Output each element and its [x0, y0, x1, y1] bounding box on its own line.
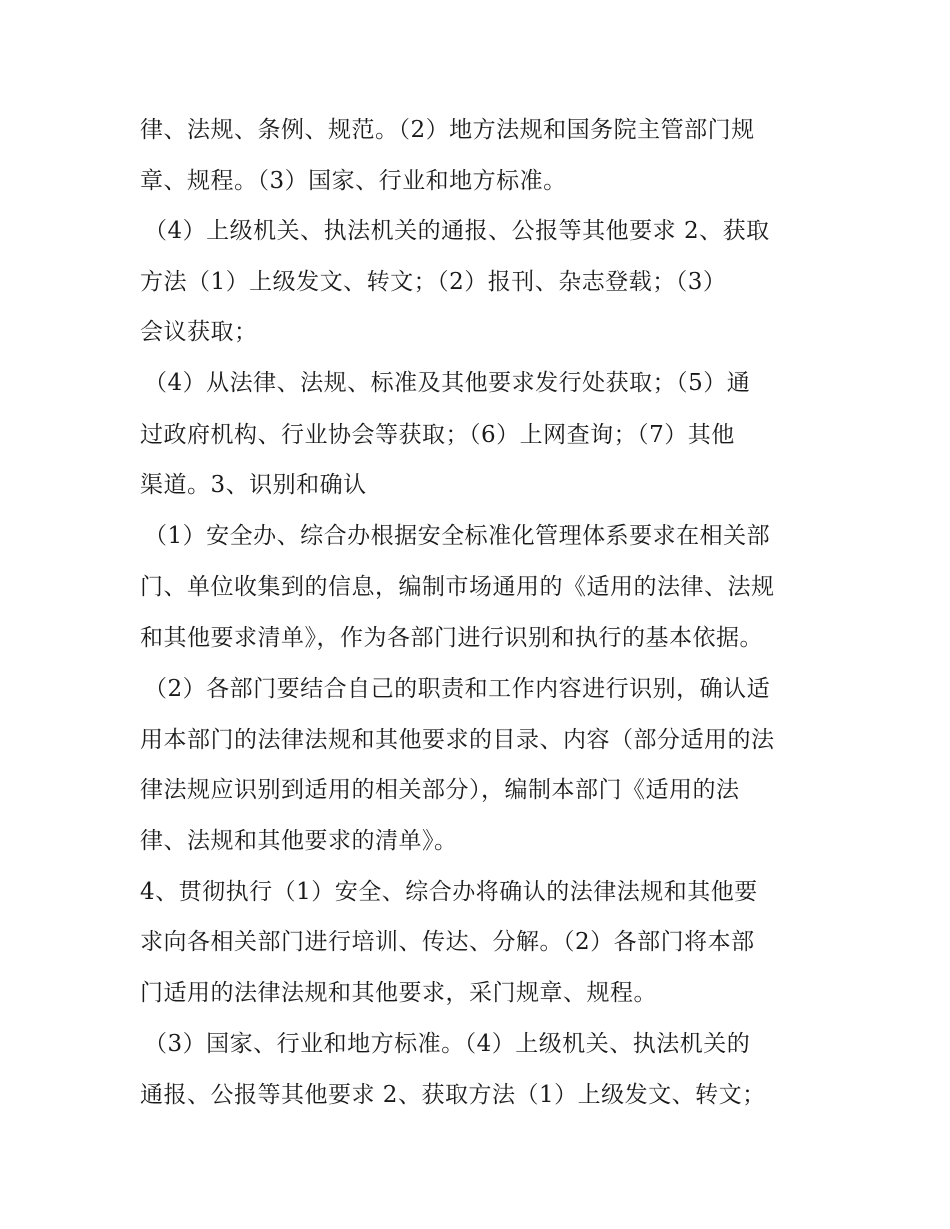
- text-line: 方法（1）上级发文、转文；（2）报刊、杂志登载；（3）: [140, 269, 727, 295]
- text-line: （4）从法律、法规、标准及其他要求发行处获取；（5）通: [144, 370, 751, 396]
- text-line: 和其他要求清单》，作为各部门进行识别和执行的基本依据。: [140, 625, 763, 651]
- text-line: 律、法规、条例、规范。（2）地方法规和国务院主管部门规: [140, 117, 755, 143]
- text-line: （2）各部门要结合自己的职责和工作内容进行识别，确认适: [144, 676, 771, 702]
- text-line: 通报、公报等其他要求 2、获取方法（1）上级发文、转文；: [140, 1082, 766, 1108]
- text-line: （4）上级机关、执法机关的通报、公报等其他要求 2、获取: [144, 218, 770, 244]
- text-line: 渠道。3、识别和确认: [140, 472, 367, 498]
- text-line: 门适用的法律法规和其他要求，采门规章、规程。: [140, 980, 657, 1006]
- text-line: 章、规程。（3）国家、行业和地方标准。: [140, 168, 567, 194]
- text-line: 用本部门的法律法规和其他要求的目录、内容（部分适用的法: [140, 727, 775, 753]
- text-line: 律、法规和其他要求的清单》。: [140, 828, 458, 854]
- text-line: 会议获取；: [140, 319, 258, 345]
- text-line: 求向各相关部门进行培训、传达、分解。（2）各部门将本部: [140, 929, 755, 955]
- text-line: （1）安全办、综合办根据安全标准化管理体系要求在相关部: [144, 523, 771, 549]
- text-line: 4、贯彻执行（1）安全、综合办将确认的法律法规和其他要: [140, 879, 758, 905]
- text-line: （3）国家、行业和地方标准。（4）上级机关、执法机关的: [144, 1031, 751, 1057]
- text-line: 门、单位收集到的信息，编制市场通用的《适用的法律、法规: [140, 574, 775, 600]
- text-line: 律法规应识别到适用的相关部分），编制本部门《适用的法: [140, 777, 740, 803]
- text-line: 过政府机构、行业协会等获取；（6）上网查询；（7）其他: [140, 422, 735, 448]
